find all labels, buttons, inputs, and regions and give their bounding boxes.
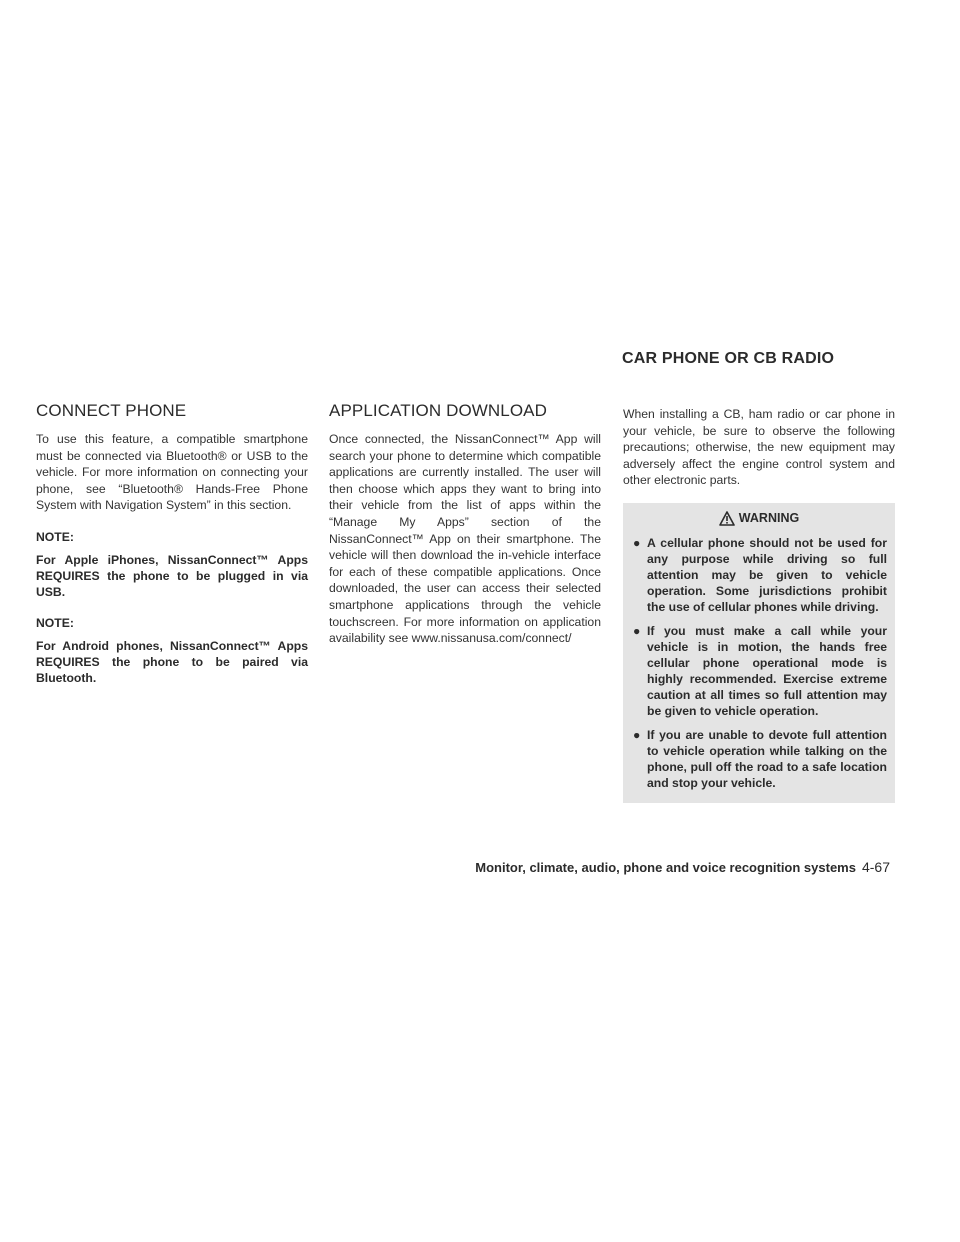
cb-radio-intro: When installing a CB, ham radio or car phone in your vehicle, be sure to observe the following precautions; otherwise, the new equipment may adversely affect the engine control system and other electronic parts.: [623, 407, 895, 488]
warning-item: [631, 535, 887, 615]
connect-phone-body: To use this feature, a compatible smartphone must be connected via Bluetooth® or USB to the vehicle. For more information on connecting your phone, see “Bluetooth® Hands-Free Phone System with Navigation System” in this section.: [36, 432, 308, 513]
column-connect-phone: [36, 401, 308, 686]
warning-list: [631, 535, 887, 791]
application-download-body: Once connected, the NissanConnect™ App will search your phone to determine which compatible applications are currently installed. The user will then choose which apps they want to bring into their vehicle from the list of apps within the “Manage My Apps” section of the NissanConnect™ App on their smartphone. The vehicle will then download the in-vehicle interface for each of these compatible applications. Once downloaded, the user can access their selected smartphone applications through the vehicle touchscreen. For more information on application availability see www.nissanusa.com/connect/: [329, 432, 601, 646]
bullet-icon: ●: [633, 535, 641, 550]
warning-triangle-icon: [719, 511, 735, 526]
warning-box: [623, 503, 895, 803]
warning-item-text: If you must make a call while your vehicle is in motion, the hands free cellular phone operational mode is highly recommended. Exercise extreme caution at all times so full attention may be given to vehicle operation.: [647, 623, 887, 718]
section-title: CAR PHONE OR CB RADIO: [622, 350, 835, 367]
note-label: NOTE:: [36, 529, 74, 544]
note-text: For Apple iPhones, NissanConnect™ Apps REQUIRES the phone to be plugged in via USB.: [36, 552, 308, 599]
column-cb-radio: [623, 406, 895, 803]
page-number: 4-67: [861, 859, 890, 875]
warning-item: [631, 623, 887, 719]
connect-phone-heading: CONNECT PHONE: [36, 401, 187, 420]
column-application-download: [329, 401, 601, 647]
warning-item-text: A cellular phone should not be used for any purpose while driving so full attention may be given to vehicle operation. Some jurisdictions prohibit the use of cellular phones while driving.: [647, 535, 887, 614]
application-download-heading: APPLICATION DOWNLOAD: [329, 401, 547, 420]
footer-chapter: Monitor, climate, audio, phone and voice recognition systems: [475, 860, 856, 875]
warning-item: [631, 727, 887, 791]
warning-item-text: If you are unable to devote full attention to vehicle operation while talking on the phone, pull off the road to a safe location and stop your vehicle.: [647, 727, 887, 790]
page-footer: [475, 859, 890, 875]
warning-label: WARNING: [738, 511, 800, 526]
note-text: For Android phones, NissanConnect™ Apps REQUIRES the phone to be paired via Bluetooth.: [36, 638, 308, 685]
warning-header: [631, 511, 887, 526]
bullet-icon: ●: [633, 727, 641, 742]
bullet-icon: ●: [633, 623, 641, 638]
note-label: NOTE:: [36, 615, 74, 630]
